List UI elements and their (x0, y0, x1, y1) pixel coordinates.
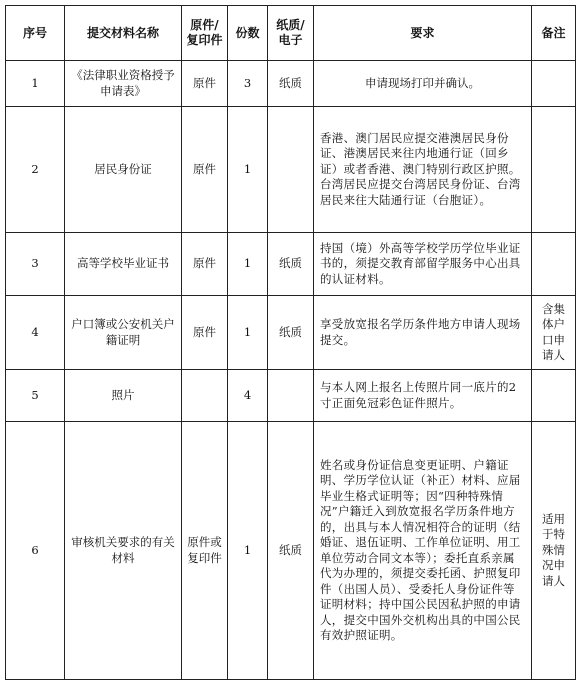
cell-medium: 纸质 (268, 233, 314, 296)
cell-type: 原件 (182, 233, 228, 296)
cell-note: 含集体户口申请人 (532, 296, 576, 370)
header-copies: 份数 (228, 6, 268, 61)
cell-name: 照片 (65, 370, 182, 422)
cell-requirement: 享受放宽报名学历条件地方申请人现场提交。 (314, 296, 532, 370)
cell-medium: 纸质 (268, 422, 314, 680)
cell-note (532, 61, 576, 107)
cell-type: 原件 (182, 296, 228, 370)
cell-copies: 3 (228, 61, 268, 107)
cell-copies: 4 (228, 370, 268, 422)
cell-type: 原件 (182, 107, 228, 233)
cell-seq: 6 (6, 422, 65, 680)
cell-copies: 1 (228, 233, 268, 296)
cell-name: 户口簿或公安机关户籍证明 (65, 296, 182, 370)
cell-requirement: 与本人网上报名上传照片同一底片的2寸正面免冠彩色证件照片。 (314, 370, 532, 422)
table-row (6, 370, 576, 422)
cell-note: 适用于特殊情况申请人 (532, 422, 576, 680)
header-type: 原件/复印件 (182, 6, 228, 61)
table-row (6, 422, 576, 680)
header-name: 提交材料名称 (65, 6, 182, 61)
header-seq: 序号 (6, 6, 65, 61)
cell-seq: 4 (6, 296, 65, 370)
table-row (6, 61, 576, 107)
materials-table (5, 5, 576, 680)
cell-type (182, 370, 228, 422)
cell-note (532, 370, 576, 422)
cell-name: 高等学校毕业证书 (65, 233, 182, 296)
cell-seq: 1 (6, 61, 65, 107)
cell-copies: 1 (228, 422, 268, 680)
cell-medium: 纸质 (268, 61, 314, 107)
cell-medium: 纸质 (268, 296, 314, 370)
table-header-row (6, 6, 576, 61)
cell-name: 居民身份证 (65, 107, 182, 233)
cell-requirement: 持国（境）外高等学校学历学位毕业证书的，须提交教育部留学服务中心出具的认证材料。 (314, 233, 532, 296)
cell-requirement: 香港、澳门居民应提交港澳居民身份证、港澳居民来往内地通行证（回乡证）或者香港、澳门特别行政区护照。 台湾居民应提交台湾居民身份证、台湾居民来往大陆通行证（台胞证）。 (314, 107, 532, 233)
header-medium: 纸质/电子 (268, 6, 314, 61)
header-note: 备注 (532, 6, 576, 61)
table-row (6, 107, 576, 233)
table-row (6, 296, 576, 370)
cell-note (532, 107, 576, 233)
cell-requirement: 申请现场打印并确认。 (314, 61, 532, 107)
table-row (6, 233, 576, 296)
cell-name: 审核机关要求的有关材料 (65, 422, 182, 680)
cell-copies: 1 (228, 107, 268, 233)
cell-seq: 5 (6, 370, 65, 422)
cell-type: 原件 (182, 61, 228, 107)
header-requirement: 要求 (314, 6, 532, 61)
cell-note (532, 233, 576, 296)
cell-type: 原件或复印件 (182, 422, 228, 680)
cell-requirement: 姓名或身份证信息变更证明、户籍证明、学历学位认证（补正）材料、应届毕业生格式证明等；因“四种特殊情况”户籍迁入到放宽报名学历条件地方的，出具与本人情况相符合的证明（结婚证、退伍证明、工作单位证明、用工单位劳动合同文本等）；委托直系亲属代为办理的，须提交委托函、护照复印件（出国人员）、受委托人身份证件等证明材料；持中国公民因私护照的申请人，提交中国外交机构出具的中国公民有效护照证明。 (314, 422, 532, 680)
cell-medium (268, 370, 314, 422)
cell-copies: 1 (228, 296, 268, 370)
cell-seq: 3 (6, 233, 65, 296)
cell-seq: 2 (6, 107, 65, 233)
cell-medium (268, 107, 314, 233)
cell-name: 《法律职业资格授予申请表》 (65, 61, 182, 107)
